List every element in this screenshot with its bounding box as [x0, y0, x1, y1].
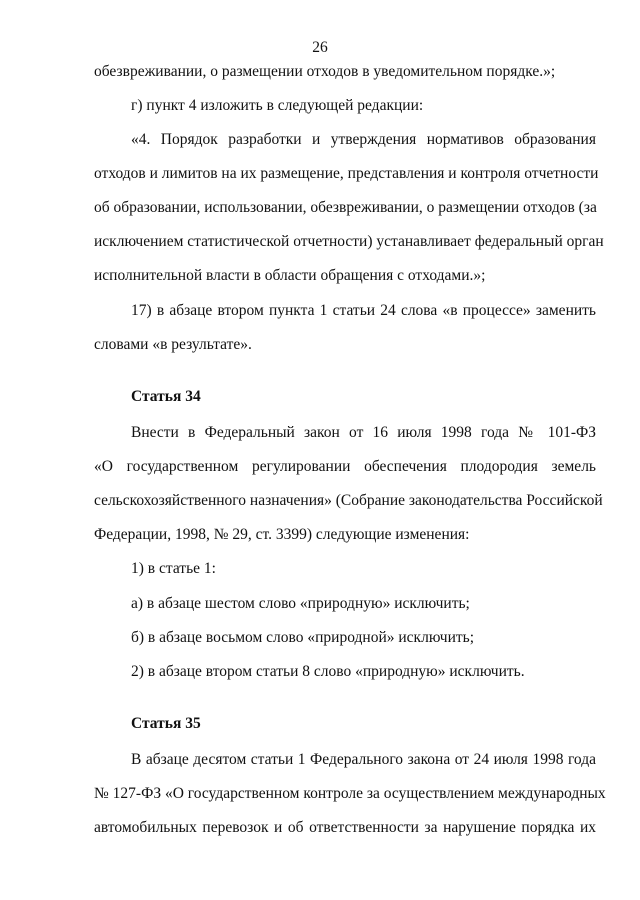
- article-heading: Статья 35: [131, 715, 201, 732]
- text-line: Федерации, 1998, № 29, ст. 3399) следующие изменения:: [94, 526, 470, 543]
- text-line: сельскохозяйственного назначения» (Собрание законодательства Российской: [94, 492, 603, 509]
- text-line: Внести в Федеральный закон от 16 июля 1998 года № 101-ФЗ: [131, 424, 596, 441]
- text-line: автомобильных перевозок и об ответственности за нарушение порядка их: [94, 819, 596, 836]
- text-line: В абзаце десятом статьи 1 Федерального закона от 24 июля 1998 года: [131, 751, 596, 768]
- text-line: об образовании, использовании, обезвреживании, о размещении отходов (за: [94, 199, 597, 216]
- article-heading: Статья 34: [131, 388, 201, 405]
- page-number: 26: [312, 39, 328, 56]
- text-line: 1) в статье 1:: [131, 560, 216, 577]
- text-line: а) в абзаце шестом слово «природную» исключить;: [131, 595, 470, 612]
- text-line: «4. Порядок разработки и утверждения нормативов образования: [131, 131, 596, 148]
- text-line: 2) в абзаце втором статьи 8 слово «природную» исключить.: [131, 663, 525, 680]
- text-line: исполнительной власти в области обращения с отходами.»;: [94, 267, 486, 284]
- text-line: обезвреживании, о размещении отходов в уведомительном порядке.»;: [94, 63, 556, 80]
- text-line: б) в абзаце восьмом слово «природной» исключить;: [131, 629, 475, 646]
- text-line: отходов и лимитов на их размещение, представления и контроля отчетности: [94, 165, 599, 182]
- text-line: «О государственном регулировании обеспечения плодородия земель: [94, 458, 596, 475]
- text-line: г) пункт 4 изложить в следующей редакции:: [131, 97, 424, 114]
- text-line: № 127-ФЗ «О государственном контроле за осуществлением международных: [94, 785, 606, 802]
- text-line: исключением статистической отчетности) устанавливает федеральный орган: [94, 233, 604, 250]
- text-line: словами «в результате».: [94, 336, 252, 353]
- text-line: 17) в абзаце втором пункта 1 статьи 24 слова «в процессе» заменить: [131, 302, 596, 319]
